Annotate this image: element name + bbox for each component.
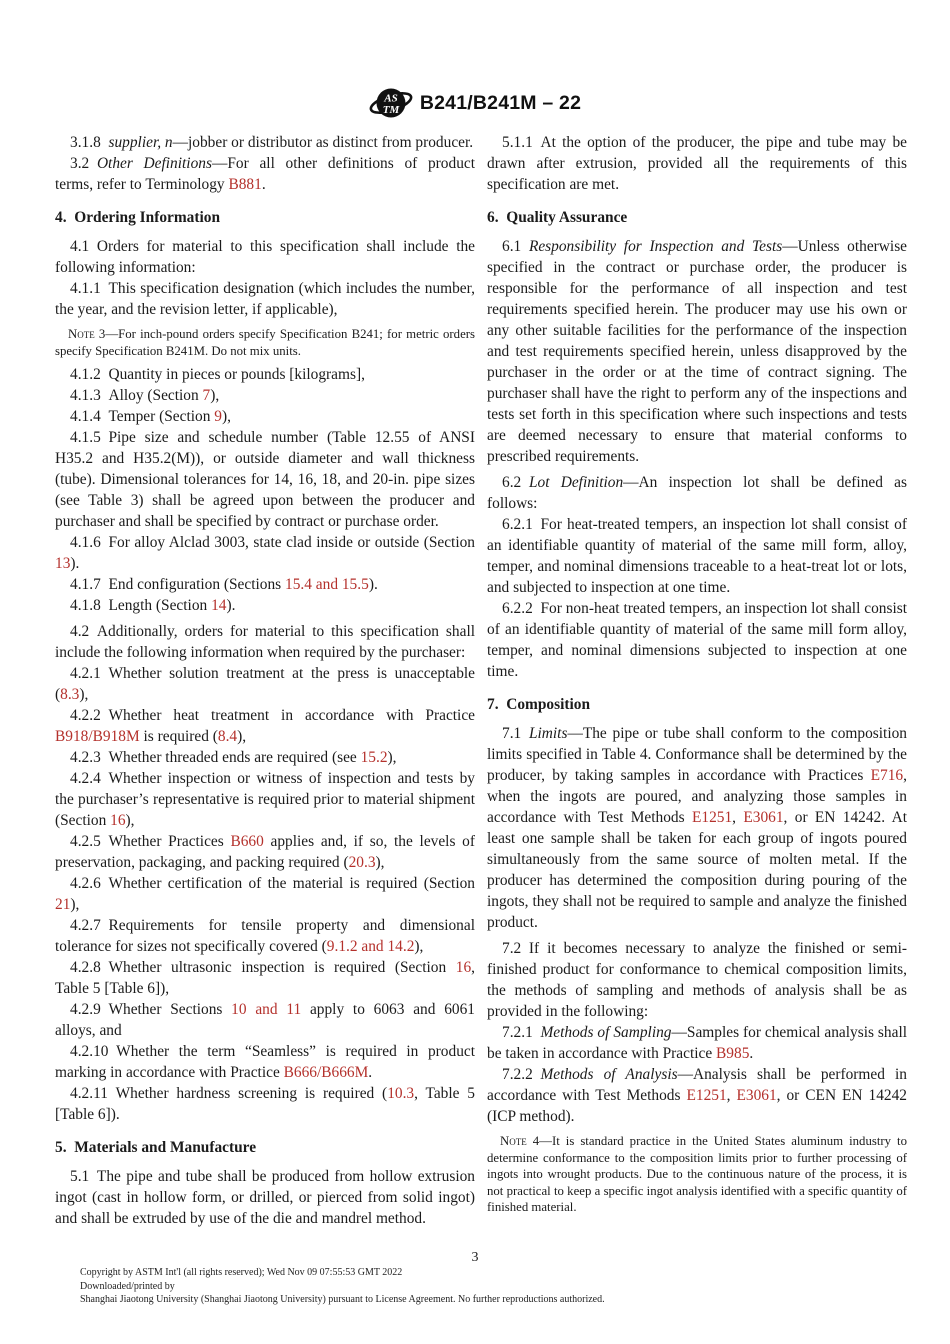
text-run: —The pipe or tube shall conform to the composition limits specified in Table 4. Conformance shall be determined by the producer, by taking samples in accordance with Practices: [487, 725, 907, 784]
text-run: applies and, if so, the levels of preservation, packaging, and packing required (: [55, 833, 475, 871]
text-run: .: [749, 1045, 754, 1062]
document-title: B241/B241M – 22: [419, 91, 582, 114]
paragraph: [55, 364, 475, 385]
text-run: 7. Composition: [487, 696, 591, 713]
text-run: ,: [732, 809, 744, 826]
column-left: [55, 132, 475, 1229]
footer-line: Copyright by ASTM Int'l (all rights reserved); Wed Nov 09 07:55:53 GMT 2022: [80, 1267, 403, 1278]
text-run: , or EN 14242. At least one sample shall be taken for each group of ingots poured simultaneously from the same source of molten metal. If the producer has determined the composition during pouring of the ingots, they shall not be required to sample and analyze the finished product.: [487, 809, 907, 931]
reference-link[interactable]: 10 and 11: [231, 1001, 302, 1018]
section-heading: [487, 207, 907, 228]
text-run: ,: [726, 1087, 737, 1104]
text-run: ).: [70, 555, 80, 572]
text-run: 6.1: [502, 238, 529, 255]
reference-link[interactable]: 8.4: [217, 728, 238, 745]
paragraph: [55, 278, 475, 320]
text-run: 4.1.8 Length (Section: [70, 597, 212, 614]
text-run: —For all other definitions of product terms, refer to Terminology: [55, 155, 475, 193]
text-run: 4.2.8 Whether ultrasonic inspection is required (Section: [70, 959, 456, 976]
text-run: .: [261, 176, 266, 193]
reference-link[interactable]: E716: [870, 767, 904, 784]
text-run: 4.2.9 Whether Sections: [70, 1001, 232, 1018]
paragraph: [55, 621, 475, 663]
paragraph: [55, 574, 475, 595]
text-run: 4.2.4 Whether inspection or witness of inspection and tests by the purchaser’s representative is required prior to material shipment (Section: [55, 770, 475, 829]
text-run: 7.2.1: [502, 1024, 541, 1041]
reference-link[interactable]: 8.3: [60, 686, 80, 703]
text-run: 4.1.5 Pipe size and schedule number (Table 12.55 of ANSI H35.2 and H35.2(M)), or outside diameter and wall thickness (tube). Dimensional tolerances for 14, 16, 18, and 20-in. pipe sizes (see Table 3) shall be agreed upon between the producer and purchaser and shall be specified by contract or purchase order.: [55, 429, 475, 530]
paragraph: [55, 385, 475, 406]
reference-link[interactable]: E3061: [743, 809, 784, 826]
text-run: Note: [500, 1134, 527, 1148]
text-run: 4.1.2 Quantity in pieces or pounds [kilograms],: [70, 366, 365, 383]
text-run: 4.2.5 Whether Practices: [70, 833, 231, 850]
text-run: 4.2.10 Whether the term “Seamless” is required in product marking in accordance with Practice: [55, 1043, 475, 1081]
reference-link[interactable]: 15.4 and 15.5: [285, 576, 369, 593]
paragraph: [487, 598, 907, 682]
reference-link[interactable]: 9: [214, 408, 222, 425]
text-run: , Table 5 [Table 6]),: [55, 959, 475, 997]
section-heading: [487, 694, 907, 715]
text-run: 6.2: [502, 474, 529, 491]
text-run: , Table 5 [Table 6]).: [55, 1085, 475, 1123]
text-run: 4.2.1 Whether solution treatment at the press is unacceptable (: [55, 665, 475, 703]
reference-link[interactable]: 20.3: [348, 854, 376, 871]
text-run: ),: [221, 408, 231, 425]
text-run: ),: [237, 728, 247, 745]
reference-link[interactable]: 16: [110, 812, 126, 829]
paragraph: [487, 472, 907, 514]
text-run: 4.2.3 Whether threaded ends are required (see: [70, 749, 361, 766]
text-run: 7.1: [502, 725, 529, 742]
text-run: 4.2.6 Whether certification of the material is required (Section: [70, 875, 475, 892]
reference-link[interactable]: 16: [455, 959, 472, 976]
paragraph: [55, 999, 475, 1041]
reference-link[interactable]: E1251: [686, 1087, 727, 1104]
reference-link[interactable]: B918/B918M: [55, 728, 140, 745]
text-run: —An inspection lot shall be defined as follows:: [487, 474, 908, 512]
paragraph: [55, 747, 475, 768]
text-run: ),: [387, 749, 397, 766]
paragraph: [55, 873, 475, 915]
text-run: 6.2.1 For heat-treated tempers, an inspection lot shall consist of an identifiable quantity of material of the same mill form, alloy, temper, and nominal dimensions traceable to a heat-treat lot or lots, and subjected to inspection at one time.: [487, 516, 907, 596]
reference-link[interactable]: E3061: [736, 1087, 777, 1104]
text-run: Methods of Sampling: [540, 1024, 672, 1041]
text-run: ).: [226, 597, 236, 614]
text-run: 6.2.2 For non-heat treated tempers, an inspection lot shall consist of an identifiable quantity of material of the same mill form alloy, temper, and nominal dimensions subjected to inspection at one time.: [487, 600, 907, 680]
text-run: , when the ingots are poured, and analyzing those samples in accordance with Test Methods: [487, 767, 907, 826]
text-run: 3.1.8: [70, 134, 109, 151]
reference-link[interactable]: 10.3: [387, 1085, 415, 1102]
paragraph: [487, 1022, 907, 1064]
paragraph: [55, 1041, 475, 1083]
column-right: [487, 132, 907, 1229]
text-run: 4.2.7 Requirements for tensile property and dimensional tolerance for sizes not specifically covered (: [55, 917, 475, 955]
text-run: 4.1.7 End configuration (Sections: [70, 576, 286, 593]
text-run: 5.1 The pipe and tube shall be produced from hollow extrusion ingot (cast in hollow form, or drilled, or pierced from solid ingot) and shall be extruded by use of the die and mandrel method.: [55, 1168, 475, 1227]
text-run: 4.1.6 For alloy Alclad 3003, state clad inside or outside (Section: [70, 534, 475, 551]
paragraph: [55, 1166, 475, 1229]
reference-link[interactable]: 13: [55, 555, 71, 572]
text-run: ),: [210, 387, 220, 404]
paragraph: [487, 723, 907, 933]
text-run: 5.1.1 At the option of the producer, the pipe and tube may be drawn after extrusion, provided all the requirements of this specification are met.: [487, 134, 907, 193]
svg-text:TM: TM: [382, 104, 400, 116]
text-run: 7.2 If it becomes necessary to analyze the finished or semi-finished product for conformance to chemical composition limits, the methods of sampling and methods of analysis shall be as provided in the following:: [487, 940, 907, 1020]
paragraph: [487, 938, 907, 1022]
reference-link[interactable]: E1251: [691, 809, 733, 826]
text-run: ),: [79, 686, 89, 703]
text-run: 4—It is standard practice in the United States aluminum industry to determine conformance to the composition limits prior to further processing of ingots into wrought products. Due to the continuous nature of the process, it is not practical to keep a specific ingot analysis identified with a specific quantity of finished material.: [487, 1134, 907, 1214]
text-run: —jobber or distributor as distinct from producer.: [172, 134, 474, 151]
text-run: Methods of Analysis: [540, 1066, 678, 1083]
text-run: ),: [70, 896, 80, 913]
text-run: 4.1.4 Temper (Section: [70, 408, 215, 425]
text-run: 3—For inch-pound orders specify Specification B241; for metric orders specify Specification B241M. Do not mix units.: [55, 327, 475, 358]
reference-link[interactable]: 14: [211, 597, 227, 614]
text-run: 4.2 Additionally, orders for material to this specification shall include the following information when required by the purchaser:: [55, 623, 475, 661]
text-run: 6. Quality Assurance: [487, 209, 628, 226]
paragraph: [55, 427, 475, 532]
paragraph: [55, 1083, 475, 1125]
document-body: [55, 132, 907, 1229]
svg-text:AS: AS: [384, 92, 398, 105]
text-run: Responsibility for Inspection and Tests: [528, 238, 783, 255]
text-run: Other Definitions: [96, 155, 212, 172]
reference-link[interactable]: 21: [55, 896, 71, 913]
paragraph: [487, 132, 907, 195]
text-run: 7.2.2: [502, 1066, 541, 1083]
reference-link[interactable]: 7: [202, 387, 211, 404]
text-run: supplier, n: [108, 134, 173, 151]
page-header: [0, 84, 950, 122]
note-paragraph: [55, 326, 475, 359]
page-number: 3: [471, 1250, 479, 1265]
text-run: , or CEN EN 14242 (ICP method).: [487, 1087, 907, 1125]
text-run: 4.2.2 Whether heat treatment in accordance with Practice: [70, 707, 475, 724]
text-run: ),: [414, 938, 424, 955]
paragraph: [55, 957, 475, 999]
text-run: apply to 6063 and 6061 alloys, and: [55, 1001, 476, 1039]
text-run: .: [368, 1064, 373, 1081]
text-run: —Samples for chemical analysis shall be taken in accordance with Practice: [487, 1024, 907, 1062]
text-run: 4.2.11 Whether hardness screening is required (: [70, 1085, 388, 1102]
text-run: Lot Definition: [528, 474, 624, 491]
text-run: ),: [125, 812, 135, 829]
reference-link[interactable]: 15.2: [360, 749, 388, 766]
astm-logo-icon: [369, 84, 413, 122]
reference-link[interactable]: B881: [228, 176, 262, 193]
text-run: 4.1.1 This specification designation (which includes the number, the year, and the revision letter, if applicable),: [55, 280, 475, 318]
paragraph: [55, 595, 475, 616]
note-paragraph: [487, 1133, 907, 1216]
paragraph: [487, 236, 907, 467]
text-run: ).: [368, 576, 378, 593]
paragraph: [55, 406, 475, 427]
paragraph: [55, 705, 475, 747]
paragraph: [55, 831, 475, 873]
paragraph: [55, 236, 475, 278]
text-run: 5. Materials and Manufacture: [55, 1139, 257, 1156]
text-run: 4.1.3 Alloy (Section: [70, 387, 203, 404]
text-run: 4. Ordering Information: [55, 209, 221, 226]
text-run: 3.2: [70, 155, 97, 172]
section-heading: [55, 1137, 475, 1158]
paragraph: [55, 663, 475, 705]
text-run: ),: [375, 854, 385, 871]
paragraph: [487, 1064, 907, 1127]
text-run: Note: [68, 327, 95, 341]
reference-link[interactable]: B985: [716, 1045, 750, 1062]
reference-link[interactable]: 9.1.2 and 14.2: [326, 938, 415, 955]
paragraph: [55, 768, 475, 831]
text-run: is required (: [139, 728, 218, 745]
paragraph: [55, 532, 475, 574]
reference-link[interactable]: B660: [230, 833, 264, 850]
footer-line: Downloaded/printed by: [80, 1280, 175, 1292]
paragraph: [55, 153, 475, 195]
section-heading: [55, 207, 475, 228]
text-run: —Analysis shall be performed in accordance with Test Methods: [487, 1066, 908, 1104]
text-run: —Unless otherwise specified in the contract or purchase order, the producer is responsible for the performance of all inspection and test requirements specified herein. The producer may use his own or any other suitable facilities for the performance of the inspection and test requirements specified herein, unless disapproved by the purchaser in the order or at the time of contract signing. The purchaser shall have the right to perform any of the inspections and tests set forth in this specification where such inspections and tests are deemed necessary to ensure that material conforms to prescribed requirements.: [487, 238, 908, 465]
copyright-block: [80, 1266, 800, 1307]
paragraph: [487, 514, 907, 598]
paragraph: [55, 915, 475, 957]
reference-link[interactable]: B666/B666M: [283, 1064, 369, 1081]
footer-line: Shanghai Jiaotong University (Shanghai Jiaotong University) pursuant to License Agreement. No further reproductions authorized.: [80, 1294, 605, 1305]
paragraph: [55, 132, 475, 153]
text-run: Limits: [528, 725, 568, 742]
text-run: 4.1 Orders for material to this specification shall include the following information:: [55, 238, 475, 276]
